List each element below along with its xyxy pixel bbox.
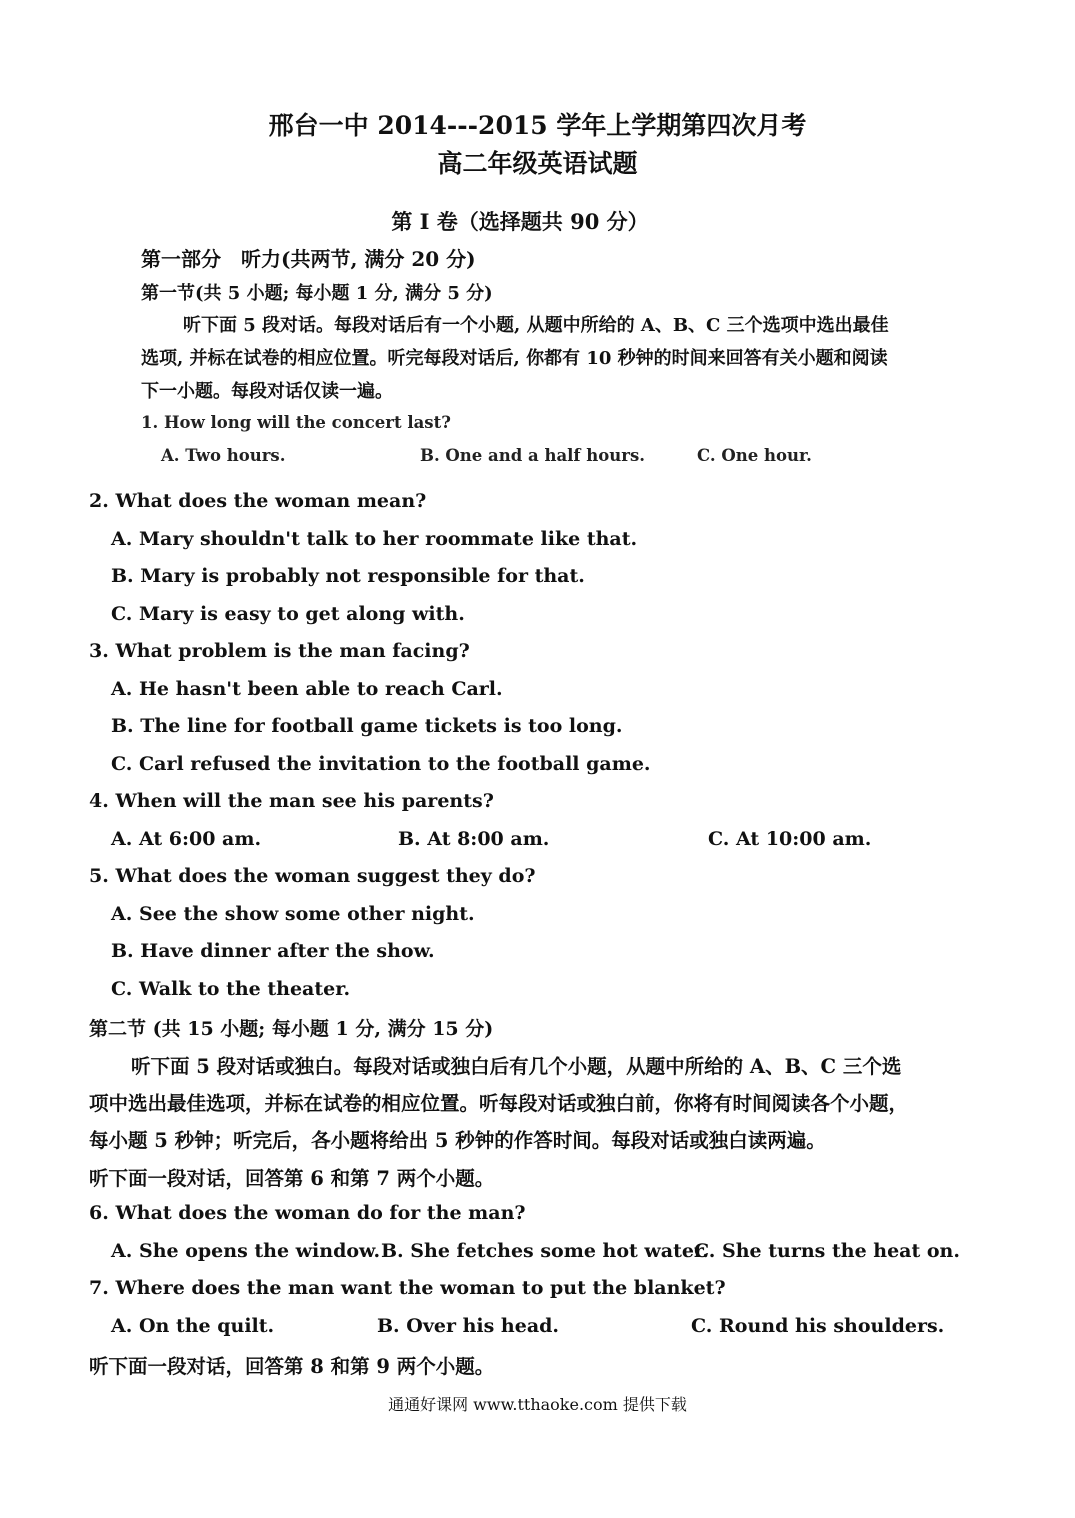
option-c: C. At 10:00 am. bbox=[708, 828, 872, 850]
option-a: A. Mary shouldn't talk to her roommate like that. bbox=[111, 528, 638, 550]
option-b: B. The line for football game tickets is too long. bbox=[111, 715, 623, 737]
option-a: A. He hasn't been able to reach Carl. bbox=[111, 678, 503, 700]
option-b: B. Mary is probably not responsible for that. bbox=[111, 565, 585, 587]
question-stem: 5. What does the woman suggest they do? bbox=[89, 865, 536, 887]
option-a: A. On the quilt. bbox=[111, 1315, 275, 1337]
option-b: B. Over his head. bbox=[377, 1315, 560, 1337]
section2-instruction: 听下面 5 段对话或独白。每段对话或独白后有几个小题，从题中所给的 A、B、C 三个选 bbox=[131, 1055, 902, 1078]
question-stem: 7. Where does the man want the woman to put the blanket? bbox=[89, 1277, 726, 1299]
footer-source: 通通好课网 www.tthaoke.com 提供下载 bbox=[388, 1395, 687, 1414]
section1-instruction: 下一小题。每段对话仅读一遍。 bbox=[141, 381, 393, 402]
option-c: C. Round his shoulders. bbox=[691, 1315, 945, 1337]
option-a: A. Two hours. bbox=[161, 446, 286, 465]
question-stem: 4. When will the man see his parents? bbox=[89, 790, 494, 812]
volume-heading: 第 I 卷（选择题共 90 分） bbox=[391, 209, 649, 234]
part1-heading: 第一部分 听力(共两节, 满分 20 分) bbox=[141, 247, 476, 271]
option-b: B. At 8:00 am. bbox=[398, 828, 550, 850]
option-b: B. One and a half hours. bbox=[420, 446, 645, 465]
option-c: C. Walk to the theater. bbox=[111, 978, 351, 1000]
dialog-intro: 听下面一段对话，回答第 8 和第 9 两个小题。 bbox=[89, 1355, 495, 1378]
dialog-intro: 听下面一段对话，回答第 6 和第 7 两个小题。 bbox=[89, 1167, 495, 1190]
exam-subtitle: 高二年级英语试题 bbox=[437, 149, 638, 178]
option-c: C. Carl refused the invitation to the football game. bbox=[111, 753, 651, 775]
section2-heading: 第二节 (共 15 小题; 每小题 1 分, 满分 15 分) bbox=[89, 1018, 494, 1040]
option-a: A. She opens the window. bbox=[111, 1240, 381, 1262]
option-c: C. One hour. bbox=[697, 446, 812, 465]
option-a: A. At 6:00 am. bbox=[111, 828, 262, 850]
option-c: C. Mary is easy to get along with. bbox=[111, 603, 465, 625]
option-a: A. See the show some other night. bbox=[111, 903, 475, 925]
section1-heading: 第一节(共 5 小题; 每小题 1 分, 满分 5 分) bbox=[141, 283, 493, 304]
option-b: B. Have dinner after the show. bbox=[111, 940, 435, 962]
option-b: B. She fetches some hot water. bbox=[381, 1240, 709, 1262]
question-stem: 6. What does the woman do for the man? bbox=[89, 1202, 526, 1224]
section2-instruction: 每小题 5 秒钟；听完后，各小题将给出 5 秒钟的作答时间。每段对话或独白读两遍。 bbox=[89, 1129, 826, 1152]
question-stem: 1. How long will the concert last? bbox=[141, 413, 451, 432]
question-stem: 3. What problem is the man facing? bbox=[89, 640, 470, 662]
option-c: C. She turns the heat on. bbox=[694, 1240, 960, 1262]
question-stem: 2. What does the woman mean? bbox=[89, 490, 427, 512]
exam-title: 邢台一中 2014---2015 学年上学期第四次月考 bbox=[268, 111, 807, 140]
section1-instruction: 选项, 并标在试卷的相应位置。听完每段对话后, 你都有 10 秒钟的时间来回答有关小题和阅读 bbox=[141, 348, 888, 369]
section2-instruction: 项中选出最佳选项，并标在试卷的相应位置。听每段对话或独白前，你将有时间阅读各个小题， bbox=[89, 1092, 909, 1115]
section1-instruction: 听下面 5 段对话。每段对话后有一个小题, 从题中所给的 A、B、C 三个选项中选出最佳 bbox=[183, 315, 889, 336]
